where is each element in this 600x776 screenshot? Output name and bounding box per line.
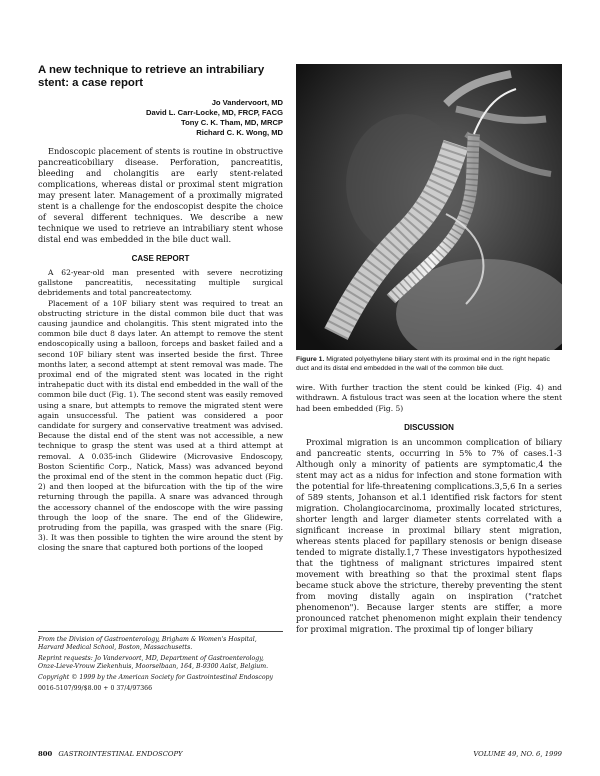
page-footer xyxy=(38,750,562,758)
xray-image xyxy=(296,64,562,350)
abstract xyxy=(38,146,283,245)
discussion-paragraph: Proximal migration is an uncommon complication of biliary and pancreatic stents, occurring in 5% to 7% of cases.1-3 Although only a minority of patients are symptomatic,4 the stent may act as a nidus for infection and stone formation with the potential for life-threatening complications.3,5,6 In a series of 589 stents, Johanson et al.1 identified risk factors for stent migration. Cholangiocarcinoma, proximally located strictures, shorter length and larger diameter stents correlated with a significant increase in proximal biliary stent migration, whereas stents placed for papillary stenosis or benign disease tended to migrate distally.1,7 These investigators hypothesized that the tightness of malignant strictures impaired stent movement with breathing so that the proximal stent flaps became stuck above the stricture, thereby preventing the stent from moving distally again on inspiration ("ratchet phenomenon"). Because larger stents are stiffer, a more pronounced ratchet phenomenon might explain their tendency for proximal migration. The proximal tip of longer biliary xyxy=(296,436,562,634)
figure-caption xyxy=(296,356,562,373)
affiliation-note: From the Division of Gastroenterology, Brigham & Women's Hospital, Harvard Medical School, Boston, Massachusetts. xyxy=(38,636,257,651)
copyright-note: Copyright © 1999 by the American Society for Gastrointestinal Endoscopy xyxy=(38,674,274,681)
reprint-note: Reprint requests: Jo Vandervoort, MD, Department of Gastroenterology, Onze-Lieve-Vrouw Ziekenhuis, Moorselbaan, 164, B-9300 Aalst, Belgium. xyxy=(38,655,269,670)
figure-label: Figure 1. xyxy=(296,356,325,363)
volume-info: VOLUME 49, NO. 6, 1999 xyxy=(473,750,562,758)
page-number: 800 xyxy=(38,750,53,758)
left-column xyxy=(38,64,283,554)
case-report-paragraph: A 62-year-old man presented with severe necrotizing gallstone pancreatitis, necessitating multiple surgical debridements and total pancreatectomy. xyxy=(38,268,283,298)
footnotes xyxy=(38,631,283,696)
abstract-text: Endoscopic placement of stents is routine in obstructive pancreaticobiliary disease. Perforation, pancreatitis, bleeding and cholangitis are early stent-related complications, whereas distal or proximal stent migration may present later. Management of a proximally migrated stent is a challenge for the endoscopist despite the choice of several different techniques. We describe a new technique we used to retrieve an intrabiliary stent whose distal end was embedded in the bile duct wall. xyxy=(38,146,283,244)
author: Tony C. K. Tham, MD, MRCP xyxy=(181,118,283,127)
author: David L. Carr-Locke, MD, FRCP, FACG xyxy=(146,108,283,117)
discussion-heading: DISCUSSION xyxy=(404,422,454,432)
article-code: 0016-5107/99/$8.00 + 0 37/4/97366 xyxy=(38,685,153,692)
journal-name: GASTROINTESTINAL ENDOSCOPY xyxy=(58,750,183,758)
case-report-paragraph: Placement of a 10F biliary stent was required to treat an obstructing stricture in the distal common bile duct that was causing jaundice and cholangitis. This stent migrated into the common bile duct 8 days later. An attempt to remove the stent endoscopically using a balloon, forceps and basket failed and a second 10F biliary stent was inserted beside the first. Three months later, a second attempt at stent removal was made. The proximal end of the migrated stent was located in the right intrahepatic duct with its distal end embedded in the wall of the common bile duct (Fig. 1). The second stent was easily removed using a snare, but attempts to remove the migrated stent were again unsuccessful. The patient was considered a poor candidate for surgery and conservative treatment was advised. Because the distal end of the stent was not accessible, a new technique to grasp the stent was used at a third attempt at removal. A 0.035-inch Glidewire (Microvasive Endoscopy, Boston Scientific Corp., Natick, Mass) was advanced beyond the proximal end of the stent in the common hepatic duct (Fig. 2) and then looped at the bifurcation with the tip of the wire returning through the papilla. A snare was advanced through the accessory channel of the endoscope with the wire passing through the loop of the snare. The end of the Glidewire, protruding from the papilla, was grasped with the snare (Fig. 3). It was then possible to tighten the wire around the stent by closing the snare that captured both portions of the looped xyxy=(38,298,283,553)
right-column xyxy=(296,64,562,635)
author-list xyxy=(38,98,283,138)
article-title: A new technique to retrieve an intrabiliary stent: a case report xyxy=(38,64,265,89)
author: Richard C. K. Wong, MD xyxy=(196,128,283,137)
figure-caption-text: Migrated polyethylene biliary stent with its proximal end in the right hepatic duct and its distal end embedded in the wall of the common bile duct. xyxy=(296,356,550,372)
xray-figure xyxy=(296,64,562,350)
case-report-heading: CASE REPORT xyxy=(131,254,190,263)
continuation-paragraph: wire. With further traction the stent could be kinked (Fig. 4) and withdrawn. A fistulous tract was seen at the location where the stent had been embedded (Fig. 5) xyxy=(296,383,562,413)
author: Jo Vandervoort, MD xyxy=(211,98,283,107)
